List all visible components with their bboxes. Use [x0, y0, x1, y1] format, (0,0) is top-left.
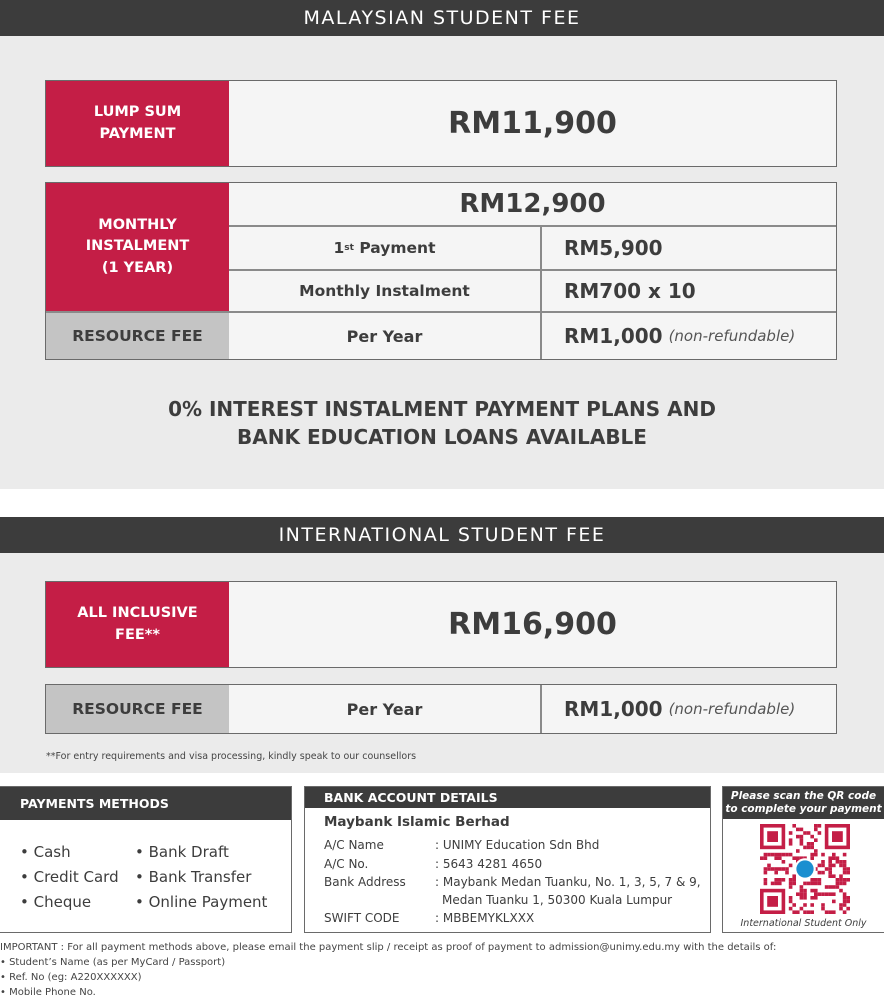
- bank-name: Maybank Islamic Berhad: [324, 814, 510, 830]
- monthly-instalment-row-label: Monthly Instalment: [299, 281, 470, 300]
- important-item: • Ref. No (eg: A220XXXXXX): [0, 972, 142, 983]
- interest-banner-line2: BANK EDUCATION LOANS AVAILABLE: [237, 425, 647, 449]
- monthly-label-line2: INSTALMENT: [85, 238, 190, 255]
- first-payment-amount: RM5,900: [564, 235, 663, 260]
- bank-row-value: : UNIMY Education Sdn Bhd: [435, 838, 600, 852]
- important-item: • Mobile Phone No.: [0, 987, 96, 998]
- monthly-instalment-amount: RM700 x 10: [564, 278, 696, 303]
- first-payment-sup: st: [344, 242, 354, 253]
- monthly-instalment-table: [45, 182, 837, 360]
- payment-methods-title: PAYMENTS METHODS: [0, 787, 291, 820]
- bank-row-label: A/C Name: [324, 838, 384, 852]
- qr-box: [722, 786, 884, 933]
- monthly-label-line1: MONTHLY: [98, 217, 177, 234]
- lump-sum-row: [45, 80, 837, 167]
- interest-banner: [0, 395, 884, 451]
- resource-fee-amount-cell: [542, 313, 836, 359]
- all-inclusive-label-line2: FEE**: [115, 626, 160, 643]
- payment-method-bank-transfer: • Bank Transfer: [135, 868, 252, 886]
- international-footnote: **For entry requirements and visa processing, kindly speak to our counsellors: [46, 751, 417, 762]
- resource-fee-label: RESOURCE FEE: [46, 312, 229, 359]
- international-fee-title: INTERNATIONAL STUDENT FEE: [278, 524, 606, 546]
- all-inclusive-amount: RM16,900: [448, 607, 617, 642]
- qr-title: [723, 787, 884, 819]
- lump-sum-label-line1: LUMP SUM: [93, 104, 182, 121]
- malaysian-fee-title: MALAYSIAN STUDENT FEE: [303, 7, 581, 29]
- qr-title-line1: Please scan the QR code: [730, 790, 877, 802]
- qr-title-line2: to complete your payment: [725, 803, 882, 815]
- qr-code-icon[interactable]: [760, 824, 850, 914]
- international-resource-row: [45, 684, 837, 734]
- bank-account-title: BANK ACCOUNT DETAILS: [305, 787, 710, 808]
- intl-resource-fee-note: (non-refundable): [668, 700, 796, 718]
- payment-method-credit-card: • Credit Card: [20, 868, 119, 886]
- all-inclusive-row: [45, 581, 837, 668]
- bank-row-label: Bank Address: [324, 875, 406, 889]
- important-item: • Student’s Name (as per MyCard / Passport): [0, 957, 226, 968]
- intl-resource-fee-label: RESOURCE FEE: [46, 685, 229, 733]
- first-payment-label: [229, 226, 540, 269]
- intl-resource-fee-amount-cell: [542, 685, 836, 733]
- bank-row-label: SWIFT CODE: [324, 911, 400, 925]
- interest-banner-line1: 0% INTEREST INSTALMENT PAYMENT PLANS AND: [168, 397, 716, 421]
- payment-methods-box: [0, 786, 292, 933]
- resource-fee-amount: RM1,000: [564, 324, 663, 348]
- bank-account-box: [304, 786, 711, 933]
- international-fee-header: [0, 517, 884, 553]
- lump-sum-amount: RM11,900: [448, 106, 617, 141]
- qr-caption: International Student Only: [740, 918, 867, 929]
- monthly-instalment-label: [46, 183, 229, 311]
- bank-row-label: A/C No.: [324, 857, 369, 871]
- bank-row-value: : MBBEMYKLXXX: [435, 911, 535, 925]
- lump-sum-label-line2: PAYMENT: [99, 125, 176, 142]
- payment-method-bank-draft: • Bank Draft: [135, 843, 229, 861]
- intl-resource-fee-amount: RM1,000: [564, 697, 663, 721]
- monthly-label-line3: (1 YEAR): [101, 259, 174, 276]
- payment-method-cheque: • Cheque: [20, 893, 92, 911]
- bank-row-value: Medan Tuanku 1, 50300 Kuala Lumpur: [442, 893, 673, 907]
- monthly-total-amount: RM12,900: [459, 189, 606, 219]
- first-payment-number: 1: [333, 238, 345, 257]
- intl-resource-fee-period: Per Year: [346, 699, 423, 719]
- bank-row-value: : 5643 4281 4650: [435, 857, 543, 871]
- important-note: IMPORTANT : For all payment methods above, please email the payment slip / receipt as proof of payment to admission@unimy.edu.my with the details of:: [0, 942, 777, 953]
- lump-sum-label: [46, 81, 229, 166]
- all-inclusive-label-line1: ALL INCLUSIVE: [77, 605, 198, 622]
- payment-method-online: • Online Payment: [135, 893, 268, 911]
- first-payment-text: Payment: [353, 238, 436, 257]
- payment-method-cash: • Cash: [20, 843, 71, 861]
- bank-row-value: : Maybank Medan Tuanku, No. 1, 3, 5, 7 & 9,: [435, 875, 701, 889]
- resource-fee-note: (non-refundable): [668, 327, 796, 345]
- malaysian-fee-header: [0, 0, 884, 36]
- all-inclusive-label: [46, 582, 229, 667]
- resource-fee-period: Per Year: [346, 326, 423, 346]
